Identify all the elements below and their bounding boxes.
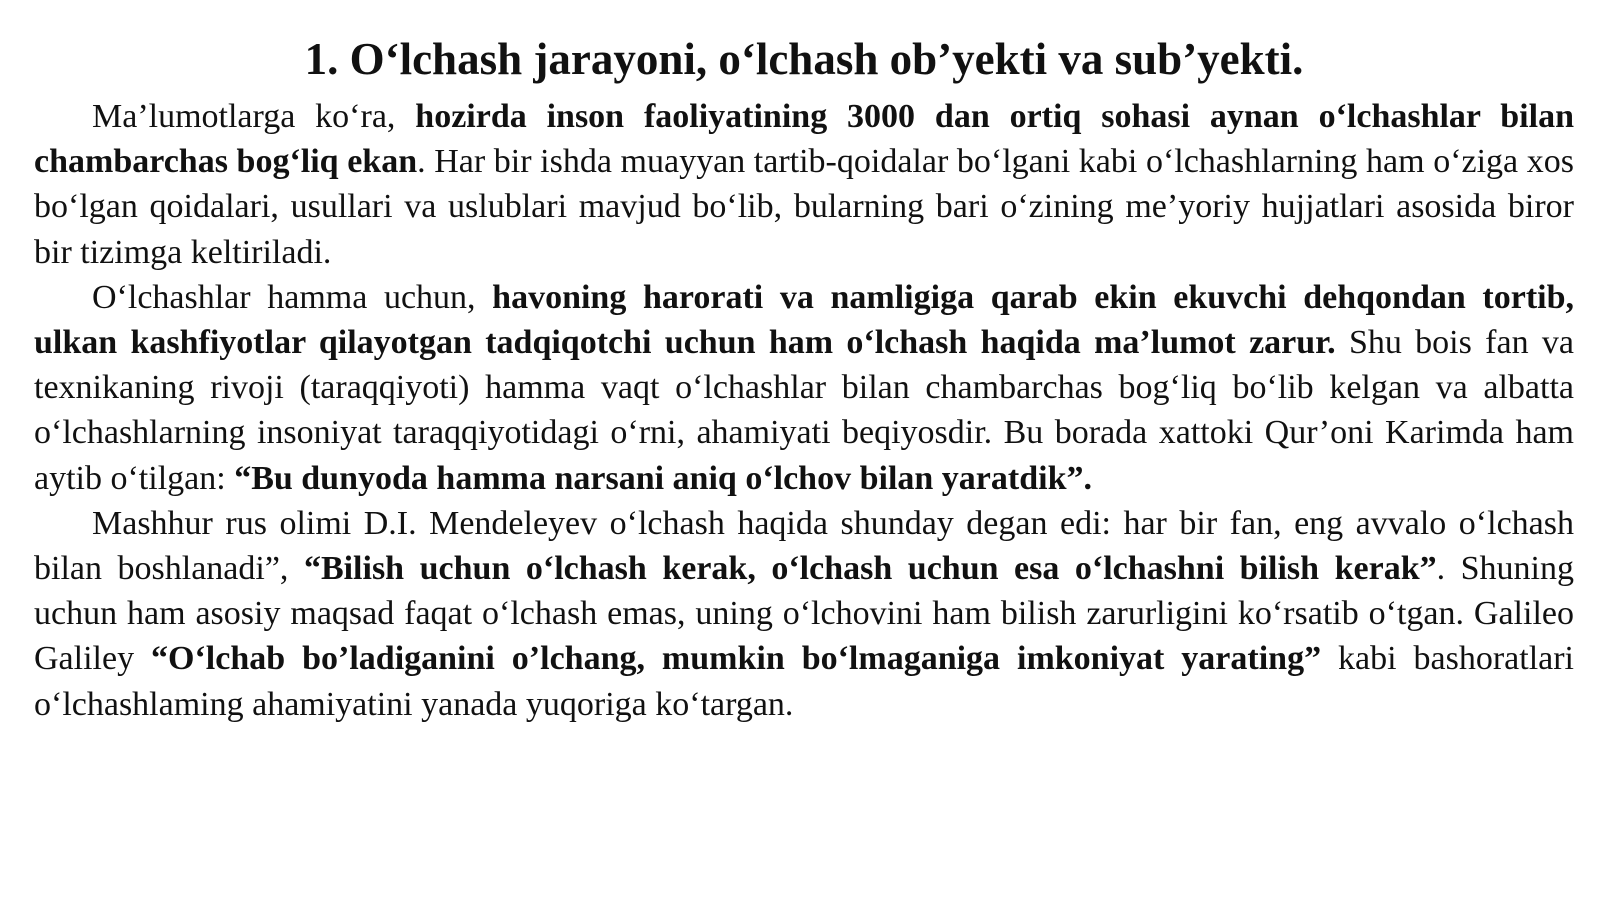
paragraph-text: . Shuning uchun ham asosiy maqsad faqat o‘lchash emas, uning o‘lchovini ham bilish zarurligini ko‘rsatib o‘tgan. Galileo Galiley xyxy=(34,550,1574,678)
bold-quote: “Bu dunyoda hamma narsani aniq o‘lchov bilan yaratdik”. xyxy=(234,459,1092,497)
paragraph-2 xyxy=(34,275,1574,501)
paragraph-text: O‘lchashlar hamma uchun, xyxy=(92,278,493,316)
bold-quote: “Bilish uchun o‘lchash kerak, o‘lchash uchun esa o‘lchashni bilish kerak” xyxy=(303,550,1437,588)
bold-emphasis: hozirda inson faoliyatining 3000 dan ortiq sohasi aynan o‘lchashlar bilan chambarchas bog‘liq ekan xyxy=(34,98,1574,181)
paragraph-text: kabi bashoratlari o‘lchashlaming ahamiyatini yanada yuqoriga ko‘targan. xyxy=(34,640,1575,723)
document-page xyxy=(34,28,1574,727)
paragraph-1 xyxy=(34,94,1574,275)
paragraph-3 xyxy=(34,501,1574,727)
bold-emphasis: havoning harorati va namligiga qarab ekin ekuvchi dehqondan tortib, ulkan kashfiyotlar qilayotgan tadqiqotchi uchun ham o‘lchash haqida ma’lumot zarur. xyxy=(34,278,1574,362)
document-title: 1. O‘lchash jarayoni, o‘lchash ob’yekti va sub’yekti. xyxy=(304,34,1304,84)
bold-quote: “O‘lchab bo’ladiganini o’lchang, mumkin bo‘lmaganiga imkoniyat yarating” xyxy=(151,640,1322,678)
paragraph-text: Ma’lumotlarga ko‘ra, xyxy=(92,98,416,135)
paragraph-text: Shu bois fan va texnikaning rivoji (taraqqiyoti) hamma vaqt o‘lchashlar bilan chambarchas bog‘liq bo‘lib kelgan va albatta o‘lchashlarning insoniyat taraqqiyotidagi o‘rni, ahamiyati beqiyosdir. Bu borada xattoki Qur’oni Karimda ham aytib o‘tilgan: xyxy=(34,324,1574,497)
paragraph-text: . Har bir ishda muayyan tartib-qoidalar bo‘lgani kabi o‘lchashlarning ham o‘ziga xos bo‘lgan qoidalari, usullari va uslublari mavjud bo‘lib, bularning bari o‘zining me’yoriy hujjatlari asosida biror bir tizimga keltiriladi. xyxy=(34,143,1574,271)
paragraph-text: Mashhur rus olimi D.I. Mendeleyev o‘lchash haqida shunday degan edi: har bir fan, eng avvalo o‘lchash bilan boshlanadi”, xyxy=(34,504,1574,588)
